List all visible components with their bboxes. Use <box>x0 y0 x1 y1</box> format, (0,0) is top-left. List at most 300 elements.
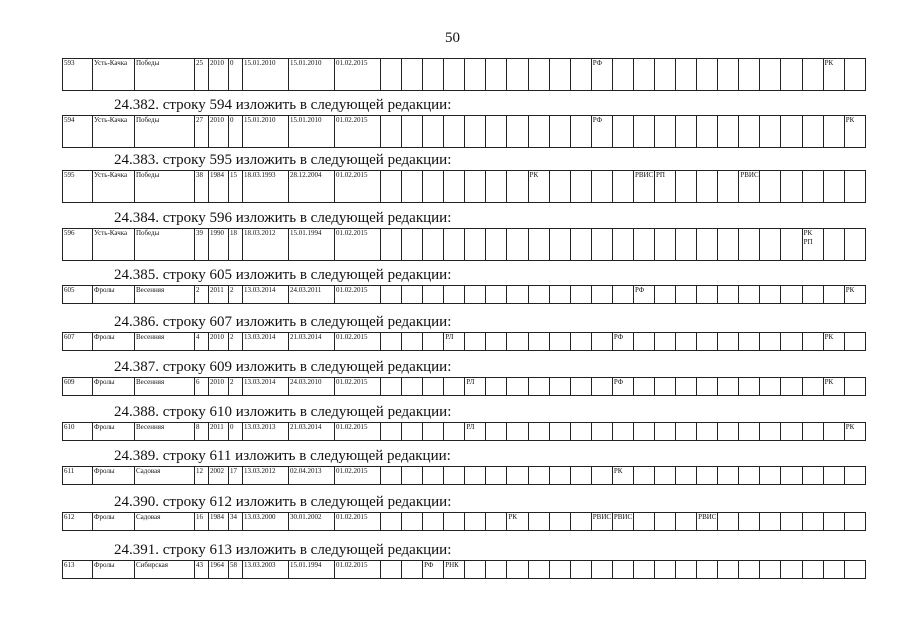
empty-cell <box>760 467 781 485</box>
amendment-heading: 24.389. строку 611 изложить в следующей редакции: <box>114 448 451 464</box>
empty-cell <box>802 59 823 91</box>
empty-cell <box>528 423 549 441</box>
mark-cell: РК <box>507 513 528 531</box>
empty-cell <box>591 286 612 304</box>
date-cell: 28.12.2004 <box>289 171 335 203</box>
empty-cell <box>676 286 697 304</box>
record-block <box>62 150 865 203</box>
empty-cell <box>507 59 528 91</box>
mark-cell: РК <box>612 467 633 485</box>
empty-cell <box>549 333 570 351</box>
empty-cell <box>570 378 591 396</box>
empty-cell <box>655 229 676 261</box>
street-cell: Победы <box>135 59 195 91</box>
empty-cell <box>591 171 612 203</box>
empty-cell <box>444 378 465 396</box>
empty-cell <box>402 423 423 441</box>
empty-cell <box>823 286 844 304</box>
date-cell: 15.01.2010 <box>243 116 289 148</box>
value-cell: 0 <box>229 59 243 91</box>
empty-cell <box>381 513 402 531</box>
empty-cell <box>633 59 654 91</box>
mark-cell: РВИС <box>633 171 654 203</box>
empty-cell <box>802 378 823 396</box>
empty-cell <box>402 229 423 261</box>
empty-cell <box>528 467 549 485</box>
empty-cell <box>802 561 823 579</box>
locality-cell: Фролы <box>93 467 135 485</box>
empty-cell <box>444 229 465 261</box>
empty-cell <box>697 333 718 351</box>
amendment-heading: 24.385. строку 605 изложить в следующей редакции: <box>114 267 452 283</box>
record-block <box>62 492 865 531</box>
empty-cell <box>423 467 444 485</box>
empty-cell <box>381 333 402 351</box>
date-cell: 24.03.2011 <box>289 286 335 304</box>
date-cell: 01.02.2015 <box>335 171 381 203</box>
date-cell: 13.03.2003 <box>243 561 289 579</box>
record-table <box>62 58 866 91</box>
record-block <box>62 312 865 351</box>
street-cell: Весенняя <box>135 423 195 441</box>
empty-cell <box>781 229 802 261</box>
empty-cell <box>549 423 570 441</box>
date-cell: 15.01.1994 <box>289 561 335 579</box>
empty-cell <box>381 378 402 396</box>
empty-cell <box>655 333 676 351</box>
amendment-heading: 24.388. строку 610 изложить в следующей редакции: <box>114 404 452 420</box>
empty-cell <box>507 423 528 441</box>
record-block <box>62 58 865 91</box>
empty-cell <box>633 333 654 351</box>
empty-cell <box>381 171 402 203</box>
empty-cell <box>718 513 739 531</box>
empty-cell <box>633 467 654 485</box>
empty-cell <box>507 286 528 304</box>
empty-cell <box>823 467 844 485</box>
row-number-cell: 610 <box>63 423 93 441</box>
table-row <box>63 116 866 148</box>
empty-cell <box>423 513 444 531</box>
empty-cell <box>676 171 697 203</box>
house-cell: 12 <box>195 467 209 485</box>
empty-cell <box>633 513 654 531</box>
street-cell: Победы <box>135 171 195 203</box>
row-number-cell: 609 <box>63 378 93 396</box>
empty-cell <box>402 513 423 531</box>
empty-cell <box>781 333 802 351</box>
empty-cell <box>381 561 402 579</box>
empty-cell <box>486 513 507 531</box>
table-row <box>63 467 866 485</box>
empty-cell <box>781 171 802 203</box>
amendment-heading: 24.382. строку 594 изложить в следующей редакции: <box>114 97 452 113</box>
house-cell: 43 <box>195 561 209 579</box>
record-block <box>62 265 865 304</box>
empty-cell <box>423 59 444 91</box>
empty-cell <box>802 467 823 485</box>
row-number-cell: 612 <box>63 513 93 531</box>
empty-cell <box>486 423 507 441</box>
record-block <box>62 95 865 148</box>
empty-cell <box>760 378 781 396</box>
empty-cell <box>633 378 654 396</box>
empty-cell <box>802 333 823 351</box>
empty-cell <box>655 286 676 304</box>
empty-cell <box>739 333 760 351</box>
locality-cell: Усть-Качка <box>93 229 135 261</box>
table-row <box>63 286 866 304</box>
empty-cell <box>402 171 423 203</box>
empty-cell <box>507 116 528 148</box>
empty-cell <box>844 59 865 91</box>
date-cell: 15.01.2010 <box>243 59 289 91</box>
empty-cell <box>760 116 781 148</box>
empty-cell <box>633 116 654 148</box>
amendment-heading: 24.383. строку 595 изложить в следующей редакции: <box>114 152 452 168</box>
empty-cell <box>697 423 718 441</box>
date-cell: 18.03.1993 <box>243 171 289 203</box>
empty-cell <box>676 116 697 148</box>
empty-cell <box>402 561 423 579</box>
empty-cell <box>697 171 718 203</box>
mark-cell: РК <box>823 378 844 396</box>
empty-cell <box>549 229 570 261</box>
empty-cell <box>739 423 760 441</box>
empty-cell <box>697 286 718 304</box>
empty-cell <box>633 561 654 579</box>
empty-cell <box>823 513 844 531</box>
empty-cell <box>676 378 697 396</box>
empty-cell <box>486 229 507 261</box>
mark-cell: РК <box>823 59 844 91</box>
table-row <box>63 513 866 531</box>
date-cell: 01.02.2015 <box>335 333 381 351</box>
record-table <box>62 377 866 396</box>
record-table <box>62 512 866 531</box>
empty-cell <box>718 116 739 148</box>
empty-cell <box>486 378 507 396</box>
empty-cell <box>528 513 549 531</box>
empty-cell <box>718 423 739 441</box>
empty-cell <box>844 229 865 261</box>
date-cell: 01.02.2015 <box>335 561 381 579</box>
empty-cell <box>570 286 591 304</box>
empty-cell <box>655 513 676 531</box>
empty-cell <box>591 378 612 396</box>
street-cell: Садовая <box>135 467 195 485</box>
house-cell: 39 <box>195 229 209 261</box>
empty-cell <box>423 286 444 304</box>
empty-cell <box>507 378 528 396</box>
empty-cell <box>549 467 570 485</box>
empty-cell <box>697 378 718 396</box>
empty-cell <box>402 467 423 485</box>
year-cell: 2010 <box>209 378 229 396</box>
empty-cell <box>570 561 591 579</box>
locality-cell: Фролы <box>93 561 135 579</box>
empty-cell <box>423 229 444 261</box>
date-cell: 01.02.2015 <box>335 423 381 441</box>
empty-cell <box>570 467 591 485</box>
row-number-cell: 613 <box>63 561 93 579</box>
mark-cell: РК <box>528 171 549 203</box>
mark-cell: РЛ <box>444 333 465 351</box>
empty-cell <box>760 59 781 91</box>
empty-cell <box>486 59 507 91</box>
empty-cell <box>823 561 844 579</box>
empty-cell <box>465 333 486 351</box>
house-cell: 2 <box>195 286 209 304</box>
date-cell: 21.03.2014 <box>289 333 335 351</box>
record-table <box>62 285 866 304</box>
empty-cell <box>507 467 528 485</box>
empty-cell <box>844 513 865 531</box>
mark-cell: РВИС <box>612 513 633 531</box>
empty-cell <box>444 513 465 531</box>
empty-cell <box>612 59 633 91</box>
empty-cell <box>570 116 591 148</box>
date-cell: 13.03.2000 <box>243 513 289 531</box>
empty-cell <box>486 171 507 203</box>
empty-cell <box>697 229 718 261</box>
year-cell: 2010 <box>209 59 229 91</box>
record-block <box>62 208 865 261</box>
value-cell: 34 <box>229 513 243 531</box>
empty-cell <box>739 513 760 531</box>
table-row <box>63 59 866 91</box>
empty-cell <box>844 333 865 351</box>
date-cell: 01.02.2015 <box>335 229 381 261</box>
empty-cell <box>760 286 781 304</box>
empty-cell <box>465 467 486 485</box>
mark-cell: РЛ <box>465 378 486 396</box>
value-cell: 58 <box>229 561 243 579</box>
empty-cell <box>781 423 802 441</box>
empty-cell <box>528 59 549 91</box>
date-cell: 13.03.2012 <box>243 467 289 485</box>
row-number-cell: 594 <box>63 116 93 148</box>
date-cell: 13.03.2014 <box>243 286 289 304</box>
year-cell: 1964 <box>209 561 229 579</box>
empty-cell <box>528 229 549 261</box>
empty-cell <box>549 171 570 203</box>
date-cell: 15.01.2010 <box>289 116 335 148</box>
empty-cell <box>697 59 718 91</box>
empty-cell <box>697 467 718 485</box>
record-table <box>62 332 866 351</box>
date-cell: 24.03.2010 <box>289 378 335 396</box>
empty-cell <box>612 423 633 441</box>
empty-cell <box>612 561 633 579</box>
empty-cell <box>570 513 591 531</box>
empty-cell <box>549 561 570 579</box>
empty-cell <box>465 513 486 531</box>
empty-cell <box>781 513 802 531</box>
empty-cell <box>423 116 444 148</box>
locality-cell: Фролы <box>93 513 135 531</box>
house-cell: 6 <box>195 378 209 396</box>
empty-cell <box>570 423 591 441</box>
empty-cell <box>381 116 402 148</box>
empty-cell <box>718 333 739 351</box>
mark-cell: РЛ <box>465 423 486 441</box>
table-row <box>63 229 866 261</box>
empty-cell <box>528 116 549 148</box>
value-cell: 15 <box>229 171 243 203</box>
date-cell: 01.02.2015 <box>335 467 381 485</box>
empty-cell <box>528 561 549 579</box>
empty-cell <box>718 286 739 304</box>
table-row <box>63 378 866 396</box>
date-cell: 18.03.2012 <box>243 229 289 261</box>
empty-cell <box>633 229 654 261</box>
empty-cell <box>402 378 423 396</box>
mark-cell: РК РП <box>802 229 823 261</box>
mark-cell: РФ <box>612 333 633 351</box>
empty-cell <box>444 59 465 91</box>
empty-cell <box>655 116 676 148</box>
locality-cell: Усть-Качка <box>93 171 135 203</box>
empty-cell <box>655 467 676 485</box>
record-block <box>62 357 865 396</box>
empty-cell <box>823 423 844 441</box>
empty-cell <box>486 333 507 351</box>
mark-cell: РФ <box>591 59 612 91</box>
mark-cell: РК <box>844 423 865 441</box>
empty-cell <box>423 171 444 203</box>
empty-cell <box>570 229 591 261</box>
empty-cell <box>823 171 844 203</box>
date-cell: 01.02.2015 <box>335 59 381 91</box>
empty-cell <box>844 171 865 203</box>
empty-cell <box>655 423 676 441</box>
house-cell: 16 <box>195 513 209 531</box>
empty-cell <box>444 423 465 441</box>
empty-cell <box>444 467 465 485</box>
amendment-heading: 24.391. строку 613 изложить в следующей редакции: <box>114 542 452 558</box>
empty-cell <box>528 286 549 304</box>
date-cell: 15.01.2010 <box>289 59 335 91</box>
year-cell: 2010 <box>209 116 229 148</box>
empty-cell <box>718 467 739 485</box>
empty-cell <box>676 423 697 441</box>
empty-cell <box>781 59 802 91</box>
date-cell: 30.01.2002 <box>289 513 335 531</box>
empty-cell <box>549 116 570 148</box>
empty-cell <box>465 116 486 148</box>
date-cell: 02.04.2013 <box>289 467 335 485</box>
record-table <box>62 170 866 203</box>
table-row <box>63 561 866 579</box>
date-cell: 01.02.2015 <box>335 286 381 304</box>
date-cell: 21.03.2014 <box>289 423 335 441</box>
empty-cell <box>739 59 760 91</box>
year-cell: 2011 <box>209 286 229 304</box>
empty-cell <box>528 333 549 351</box>
empty-cell <box>718 171 739 203</box>
mark-cell: РНК <box>444 561 465 579</box>
locality-cell: Усть-Качка <box>93 116 135 148</box>
empty-cell <box>760 333 781 351</box>
empty-cell <box>591 229 612 261</box>
locality-cell: Фролы <box>93 286 135 304</box>
record-table <box>62 466 866 485</box>
empty-cell <box>739 116 760 148</box>
row-number-cell: 611 <box>63 467 93 485</box>
empty-cell <box>676 561 697 579</box>
value-cell: 18 <box>229 229 243 261</box>
street-cell: Победы <box>135 229 195 261</box>
empty-cell <box>844 467 865 485</box>
empty-cell <box>760 561 781 579</box>
empty-cell <box>381 286 402 304</box>
empty-cell <box>507 561 528 579</box>
empty-cell <box>549 378 570 396</box>
date-cell: 13.03.2013 <box>243 423 289 441</box>
row-number-cell: 605 <box>63 286 93 304</box>
empty-cell <box>444 116 465 148</box>
amendment-heading: 24.384. строку 596 изложить в следующей редакции: <box>114 210 452 226</box>
mark-cell: РФ <box>423 561 444 579</box>
empty-cell <box>444 286 465 304</box>
street-cell: Весенняя <box>135 333 195 351</box>
empty-cell <box>507 229 528 261</box>
empty-cell <box>760 513 781 531</box>
mark-cell: РК <box>844 286 865 304</box>
empty-cell <box>423 378 444 396</box>
empty-cell <box>570 171 591 203</box>
empty-cell <box>465 286 486 304</box>
mark-cell: РФ <box>591 116 612 148</box>
amendment-heading: 24.387. строку 609 изложить в следующей редакции: <box>114 359 452 375</box>
empty-cell <box>381 59 402 91</box>
empty-cell <box>507 171 528 203</box>
empty-cell <box>591 333 612 351</box>
row-number-cell: 595 <box>63 171 93 203</box>
empty-cell <box>781 286 802 304</box>
year-cell: 2002 <box>209 467 229 485</box>
amendment-heading: 24.390. строку 612 изложить в следующей редакции: <box>114 494 452 510</box>
empty-cell <box>612 229 633 261</box>
empty-cell <box>402 116 423 148</box>
empty-cell <box>655 561 676 579</box>
empty-cell <box>739 286 760 304</box>
date-cell: 13.03.2014 <box>243 378 289 396</box>
empty-cell <box>549 513 570 531</box>
empty-cell <box>465 561 486 579</box>
street-cell: Весенняя <box>135 378 195 396</box>
year-cell: 1990 <box>209 229 229 261</box>
empty-cell <box>781 378 802 396</box>
mark-cell: РФ <box>612 378 633 396</box>
value-cell: 0 <box>229 116 243 148</box>
street-cell: Садовая <box>135 513 195 531</box>
empty-cell <box>655 59 676 91</box>
empty-cell <box>591 561 612 579</box>
empty-cell <box>402 286 423 304</box>
record-table <box>62 422 866 441</box>
value-cell: 2 <box>229 286 243 304</box>
year-cell: 1984 <box>209 513 229 531</box>
mark-cell: РВИС <box>739 171 760 203</box>
empty-cell <box>676 333 697 351</box>
empty-cell <box>739 467 760 485</box>
mark-cell: РФ <box>633 286 654 304</box>
empty-cell <box>402 59 423 91</box>
empty-cell <box>697 116 718 148</box>
empty-cell <box>676 467 697 485</box>
